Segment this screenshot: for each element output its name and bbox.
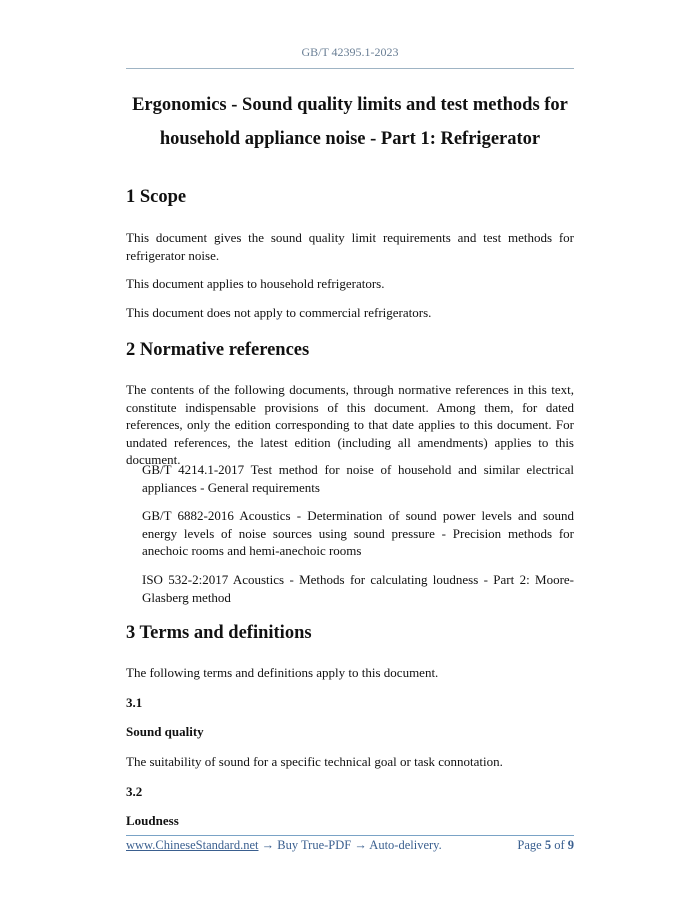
term-definition: The suitability of sound for a specific technical goal or task connotation. [126, 754, 503, 769]
footer-promo: → Buy True-PDF → Auto-delivery. [258, 838, 442, 852]
term-name: Loudness [126, 813, 179, 828]
header-divider [126, 68, 574, 69]
paragraph: This document does not apply to commercial refrigerators. [126, 305, 432, 320]
footer-divider [126, 835, 574, 836]
paragraph: The contents of the following documents, through normative references in this text, constitute indispensable provisions of this document. Among them, for dated references, only the edition corresponding to that date applies to this document. For undated references, the latest edition (including all amendments) applies to this document. [126, 382, 574, 467]
reference-item: GB/T 6882-2016 Acoustics - Determination of sound power levels and sound energy levels of noise sources using sound pressure - Precision methods for anechoic rooms and hemi-anechoic rooms [142, 508, 574, 558]
reference-item: ISO 532-2:2017 Acoustics - Methods for calculating loudness - Part 2: Moore-Glasberg method [142, 572, 574, 605]
reference-item: GB/T 4214.1-2017 Test method for noise of household and similar electrical appliances - General requirements [142, 462, 574, 495]
header-standard-number: GB/T 42395.1-2023 [301, 45, 399, 59]
section-heading-terms: 3 Terms and definitions [126, 623, 312, 643]
paragraph: This document applies to household refrigerators. [126, 276, 385, 291]
term-number: 3.1 [126, 695, 143, 710]
website-link[interactable]: www.ChineseStandard.net [126, 838, 259, 852]
term-number: 3.2 [126, 784, 143, 799]
document-title [126, 88, 574, 156]
page-indicator: Page 5 of 9 [517, 838, 574, 852]
section-heading-normative-references: 2 Normative references [126, 340, 310, 360]
title-line-2: household appliance noise - Part 1: Refrigerator [159, 129, 541, 149]
paragraph: This document gives the sound quality limit requirements and test methods for refrigerator noise. [126, 230, 574, 263]
term-name: Sound quality [126, 724, 204, 739]
paragraph: The following terms and definitions apply to this document. [126, 665, 439, 680]
footer [126, 838, 574, 853]
title-line-1: Ergonomics - Sound quality limits and test methods for [132, 95, 568, 115]
section-heading-scope: 1 Scope [126, 187, 187, 207]
